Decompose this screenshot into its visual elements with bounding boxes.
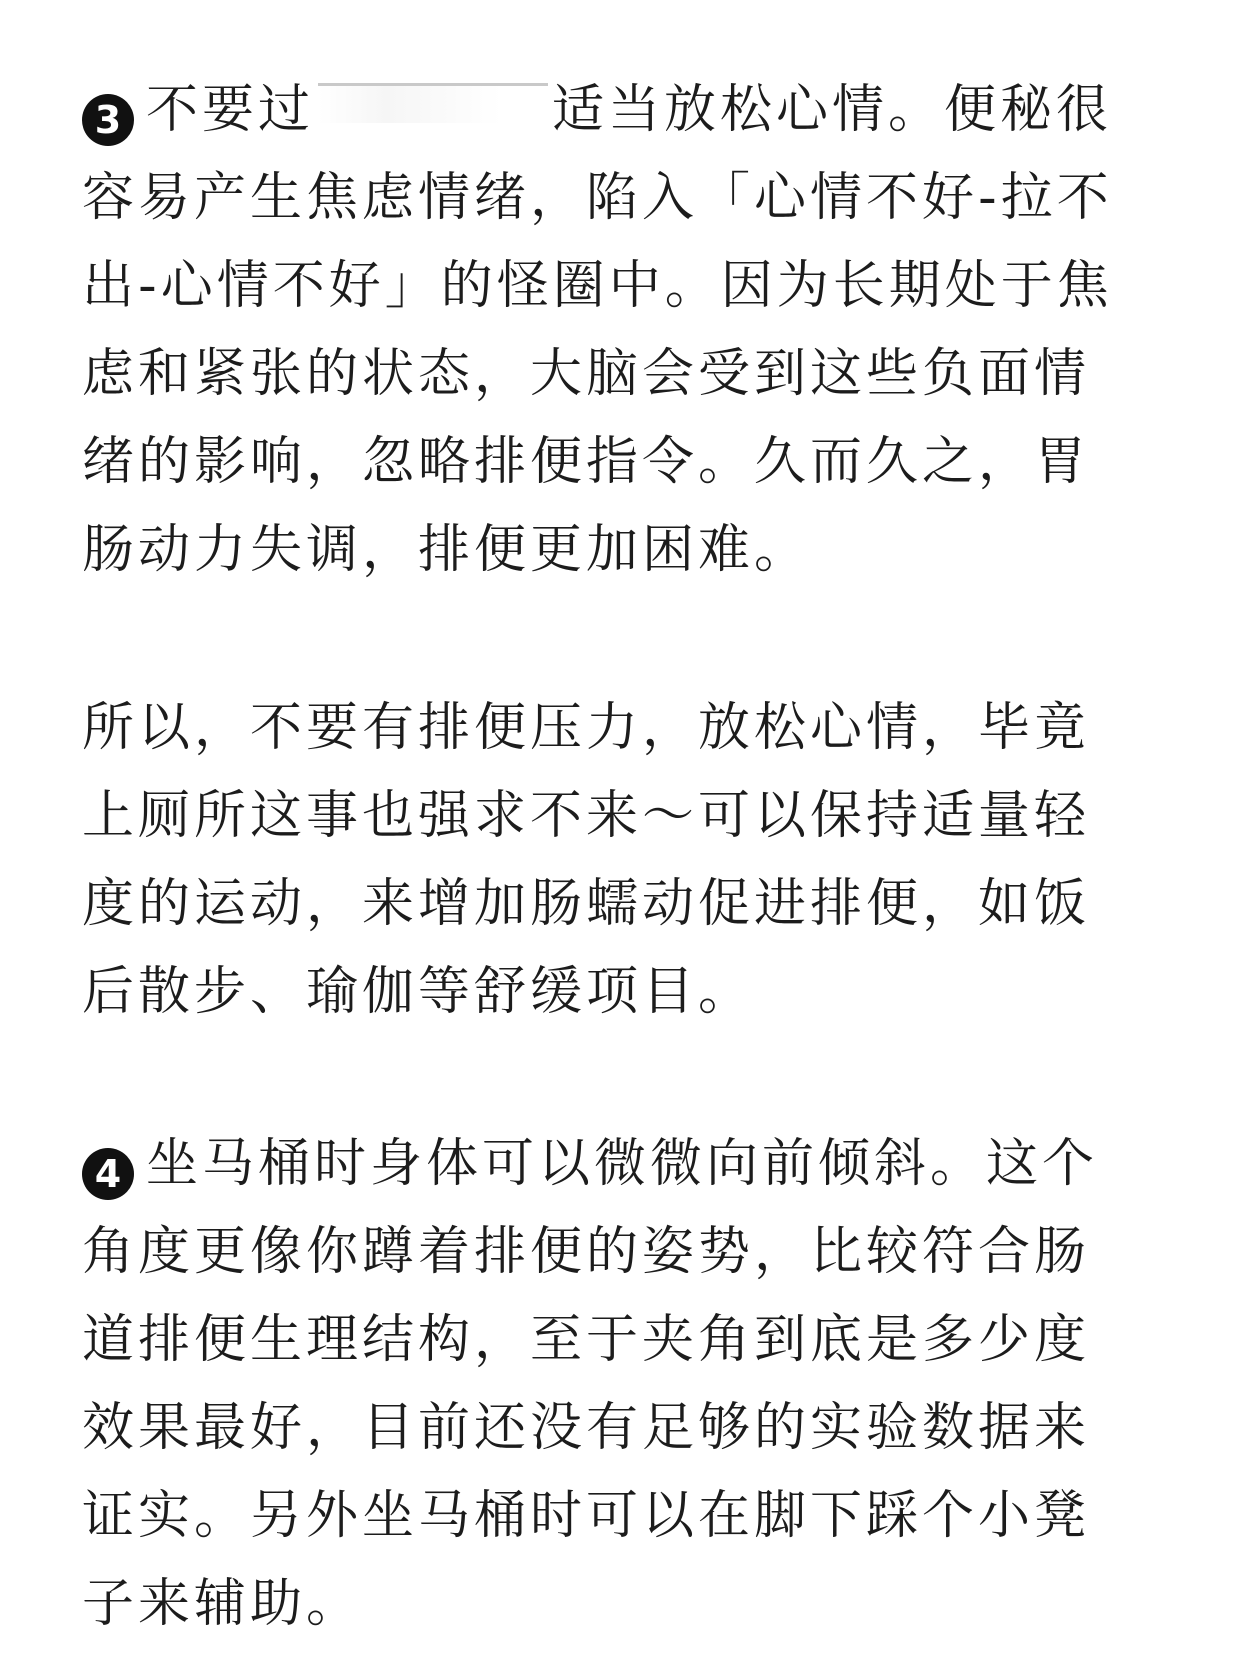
paragraph-line: 角度更像你蹲着排便的姿势，比较符合肠 xyxy=(82,1222,1091,1282)
paragraph-line: 效果最好，目前还没有足够的实验数据来 xyxy=(82,1398,1091,1458)
advice-paragraph xyxy=(82,684,1182,1036)
paragraph-line: 容易产生焦虑情绪，陷入「心情不好-拉不 xyxy=(82,168,1113,228)
section-4-paragraph xyxy=(82,1120,1182,1648)
paragraph-line: 证实。另外坐马桶时可以在脚下踩个小凳 xyxy=(82,1486,1091,1546)
paragraph-line: 道排便生理结构，至于夹角到底是多少度 xyxy=(82,1310,1091,1370)
redacted-text-mark xyxy=(318,83,548,123)
section-3-heading-line xyxy=(82,66,1182,154)
paragraph-line: 肠动力失调，排便更加困难。 xyxy=(82,520,811,580)
section-4-heading: 坐马桶时身体可以微微向前倾斜。这个 xyxy=(146,1134,1099,1194)
section-3-heading-start: 不要过 xyxy=(146,80,315,140)
circled-number-4-icon: 4 xyxy=(82,1148,134,1200)
section-4-heading-line xyxy=(82,1120,1182,1208)
paragraph-line: 所以，不要有排便压力，放松心情，毕竟 xyxy=(82,698,1091,758)
paragraph-line: 出-心情不好」的怪圈中。因为长期处于焦 xyxy=(82,256,1113,316)
section-3-heading-end: 适当放松心情。便秘很 xyxy=(552,80,1113,140)
circled-number-3-icon: 3 xyxy=(82,94,134,146)
paragraph-line: 上厕所这事也强求不来～可以保持适量轻 xyxy=(82,786,1091,846)
paragraph-line: 子来辅助。 xyxy=(82,1574,363,1634)
paragraph-line: 虑和紧张的状态，大脑会受到这些负面情 xyxy=(82,344,1091,404)
section-3-paragraph xyxy=(82,66,1182,594)
paragraph-line: 度的运动，来增加肠蠕动促进排便，如饭 xyxy=(82,874,1091,934)
paragraph-line: 后散步、瑜伽等舒缓项目。 xyxy=(82,962,755,1022)
paragraph-line: 绪的影响，忽略排便指令。久而久之，胃 xyxy=(82,432,1091,492)
